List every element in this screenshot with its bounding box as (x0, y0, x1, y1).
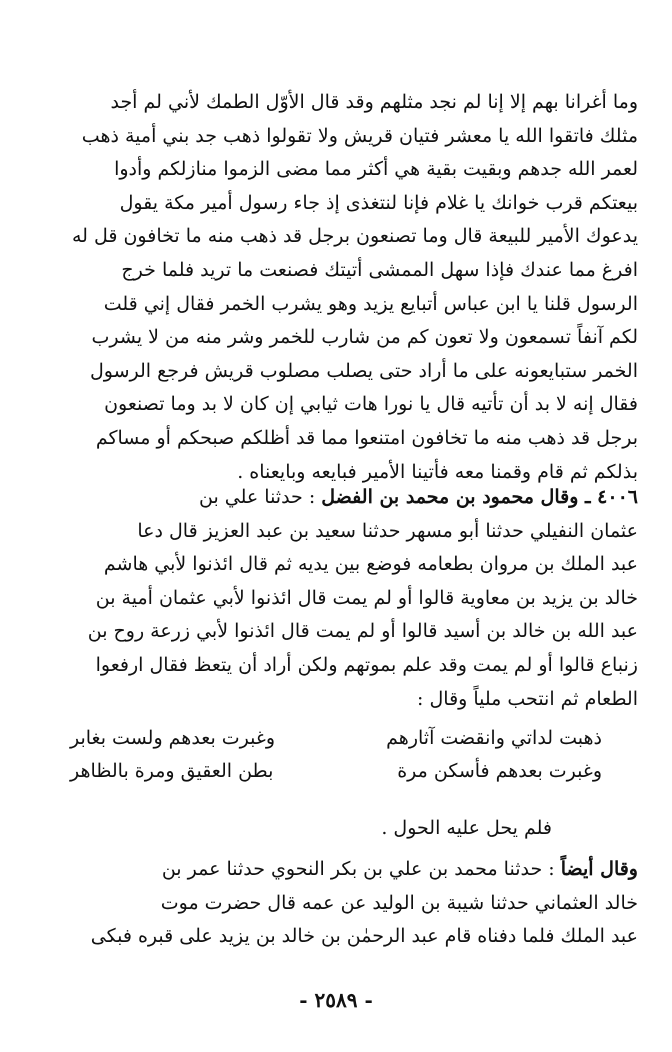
text-line: برجل قد ذهب منه ما تخافون امتنعوا مما قد أظلكم صبحكم أو مساكم (95, 426, 638, 449)
text-line: الرسول قلنا يا ابن عباس أتبايع يزيد وهو يشرب الخمر فقال إني قلت (103, 292, 638, 315)
paragraph-lead-line (38, 481, 638, 515)
text-line: يدعوك الأمير للبيعة قال وما تصنعون برجل قد ذهب منه ما تخافون قل له (71, 225, 638, 248)
page-number: - ٢٥٨٩ - (299, 988, 373, 1012)
paragraph-also-said (38, 853, 638, 954)
text-line: عبد الملك بن مروان بطعامه فوضع بين يديه ثم قال ائذنوا لأبي هاشم (103, 553, 638, 576)
verse-first-hemistich: وغبرت بعدهم فأسكن مرة (397, 760, 602, 782)
text-line: عبد الملك فلما دفناه قام عبد الرحمٰن بن خالد بن يزيد على قبره فبكى (90, 925, 638, 948)
verse-line (70, 727, 602, 759)
text-line: الطعام ثم انتحب ملياً وقال : (417, 687, 638, 710)
text-line: لعمر الله جدهم وبقيت بقية هي أكثر مما مضى الزموا منازلكم وأدوا (114, 158, 638, 181)
text-line: خالد العثماني حدثنا شيبة بن الوليد عن عمه قال حضرت موت (160, 891, 638, 914)
entry-heading: وقال أيضاً (560, 858, 638, 880)
text-line: زنباع قالوا أو لم يمت وقد علم بموتهم ولكن أراد أن يتعظ فقال ارفعوا (95, 653, 638, 676)
text-line: لكم آنفاً تسمعون ولا تعون كم من شارب للخمر وشر منه من لا يشرب (91, 326, 638, 349)
paragraph-lead-line (38, 853, 638, 887)
text-line: بذلكم ثم قام وقمنا معه فأتينا الأمير فبايعه وبايعناه . (237, 460, 638, 483)
closing-line: فلم يحل عليه الحول . (381, 817, 552, 839)
text-line: افرغ مما عندك فإذا سهل الممشى أتيتك فصنعت ما تريد فلما خرج (121, 258, 638, 281)
text-line: عثمان النفيلي حدثنا أبو مسهر حدثنا سعيد بن عبد العزيز قال دعا (137, 519, 638, 542)
text-line: وما أغرانا بهم إلا إنا لم نجد مثلهم وقد قال الأوّل الطمك لأني لم أجد (110, 91, 638, 113)
text-line: الخمر ستبايعونه على ما أراد حتى يصلب مصلوب قريش فرجع الرسول (89, 359, 638, 382)
text-line: بيعتكم قرب خوانك يا غلام فإنا لنتغذى إذ جاء رسول أمير مكة يقول (119, 191, 638, 214)
text-line: عبد الله بن خالد بن أسيد قالوا أو لم يمت قال ائذنوا لأبي زرعة روح بن (87, 620, 638, 643)
text-line: فقال إنه لا بد أن تأتيه قال يا نورا هات ثيابي إن كان لا بد وما تصنعون (104, 393, 638, 416)
entry-heading: ٤٠٠٦ ـ وقال محمود بن محمد بن الفضل (321, 486, 638, 508)
verse-line (70, 760, 602, 792)
text-line: خالد بن يزيد بن معاوية قالوا أو لم يمت قال ائذنوا لأبي عثمان أمية بن (95, 586, 638, 609)
paragraph-narration (38, 86, 638, 489)
paragraph-4006 (38, 481, 638, 716)
verse-second-hemistich: بطن العقيق ومرة بالظاهر (70, 760, 274, 782)
verse-second-hemistich: وغبرت بعدهم ولست بغابر (70, 727, 276, 749)
verse-first-hemistich: ذهبت لداتي وانقضت آثارهم (386, 727, 602, 749)
lead-text: : حدثنا محمد بن علي بن بكر النحوي حدثنا عمر بن (161, 858, 561, 880)
text-line: مثلك فاتقوا الله يا معشر فتيان قريش ولا تقولوا ذهب جد بني أمية ذهب (81, 124, 638, 147)
lead-text: : حدثنا علي بن (198, 486, 322, 508)
